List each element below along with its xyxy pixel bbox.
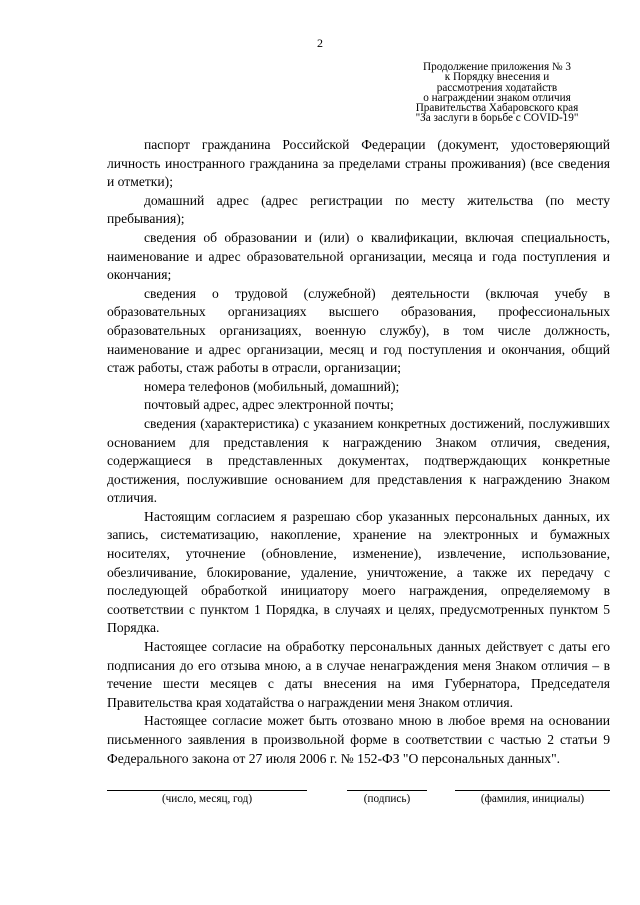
- appendix-header: [392, 62, 602, 124]
- paragraph: почтовый адрес, адрес электронной почты;: [144, 397, 394, 413]
- paragraph: номера телефонов (мобильный, домашний);: [144, 378, 400, 394]
- page-number: 2: [317, 36, 323, 50]
- appendix-line: "За заслуги в борьбе с COVID-19": [415, 112, 579, 125]
- appendix-line: Правительства Хабаровского края: [415, 102, 579, 115]
- signature-block: [107, 790, 610, 830]
- appendix-line: к Порядку внесения и: [444, 71, 550, 84]
- appendix-line: рассмотрения ходатайств: [436, 81, 558, 94]
- paragraph: паспорт гражданина Российской Федерации (документ, удостоверяющий личность иностранного гражданина за пределами страны проживания) (все сведения и отметки);: [107, 137, 610, 190]
- paragraph: сведения об образовании и (или) о квалификации, включая специальность, наименование и адрес образовательной организации, месяца и года поступления и окончания;: [107, 229, 610, 283]
- name-signature-line: (фамилия, инициалы): [455, 790, 610, 805]
- appendix-line: Продолжение приложения № 3: [423, 61, 571, 73]
- date-signature-line: (число, месяц, год): [107, 790, 307, 805]
- paragraph: домашний адрес (адрес регистрации по месту жительства (по месту пребывания);: [107, 192, 610, 227]
- paragraph: Настоящее согласие может быть отозвано мною в любое время на основании письменного заявления в произвольной форме в соответствии с частью 2 статьи 9 Федерального закона от 27 июля 2006 г. № 152-ФЗ "О персональных данных".: [107, 713, 610, 766]
- document-body: [107, 136, 610, 768]
- paragraph: сведения (характеристика) с указанием конкретных достижений, послуживших основанием для представления к награждению Знаком отличия, сведения, содержащиеся в представленных документах, подтверждающих конкретные достижения, послужившие основанием для представления к награждению Знаком отличия.: [107, 415, 610, 506]
- signature-line: (подпись): [347, 790, 427, 805]
- paragraph: Настоящее согласие на обработку персональных данных действует с даты его подписания до его отзыва мною, а в случае ненаграждения меня Знаком отличия – в течение шести месяцев с даты внесения на имя Губернатора, Председателя Правительства края ходатайства о награждении меня Знаком отличия.: [107, 639, 610, 710]
- appendix-line: о награждении знаком отличия: [423, 91, 571, 104]
- paragraph: сведения о трудовой (служебной) деятельности (включая учебу в образовательных организациях высшего образования, профессиональных образовательных организациях, военную службу), в том числе должность, наименование и адрес организации, месяц и год поступления и окончания, общий стаж работы, стаж работы в отрасли, организации;: [107, 285, 610, 376]
- paragraph: Настоящим согласием я разрешаю сбор указанных персональных данных, их запись, систематизацию, накопление, хранение на электронных и бумажных носителях, уточнение (обновление, изменение), извлечение, использование, обезличивание, блокирование, удаление, уничтожение, а также их передачу с последующей обработкой инициатору моего награждения, определяемому в соответствии с пунктом 1 Порядка, в случаях и целях, предусмотренных пунктом 5 Порядка.: [107, 508, 610, 636]
